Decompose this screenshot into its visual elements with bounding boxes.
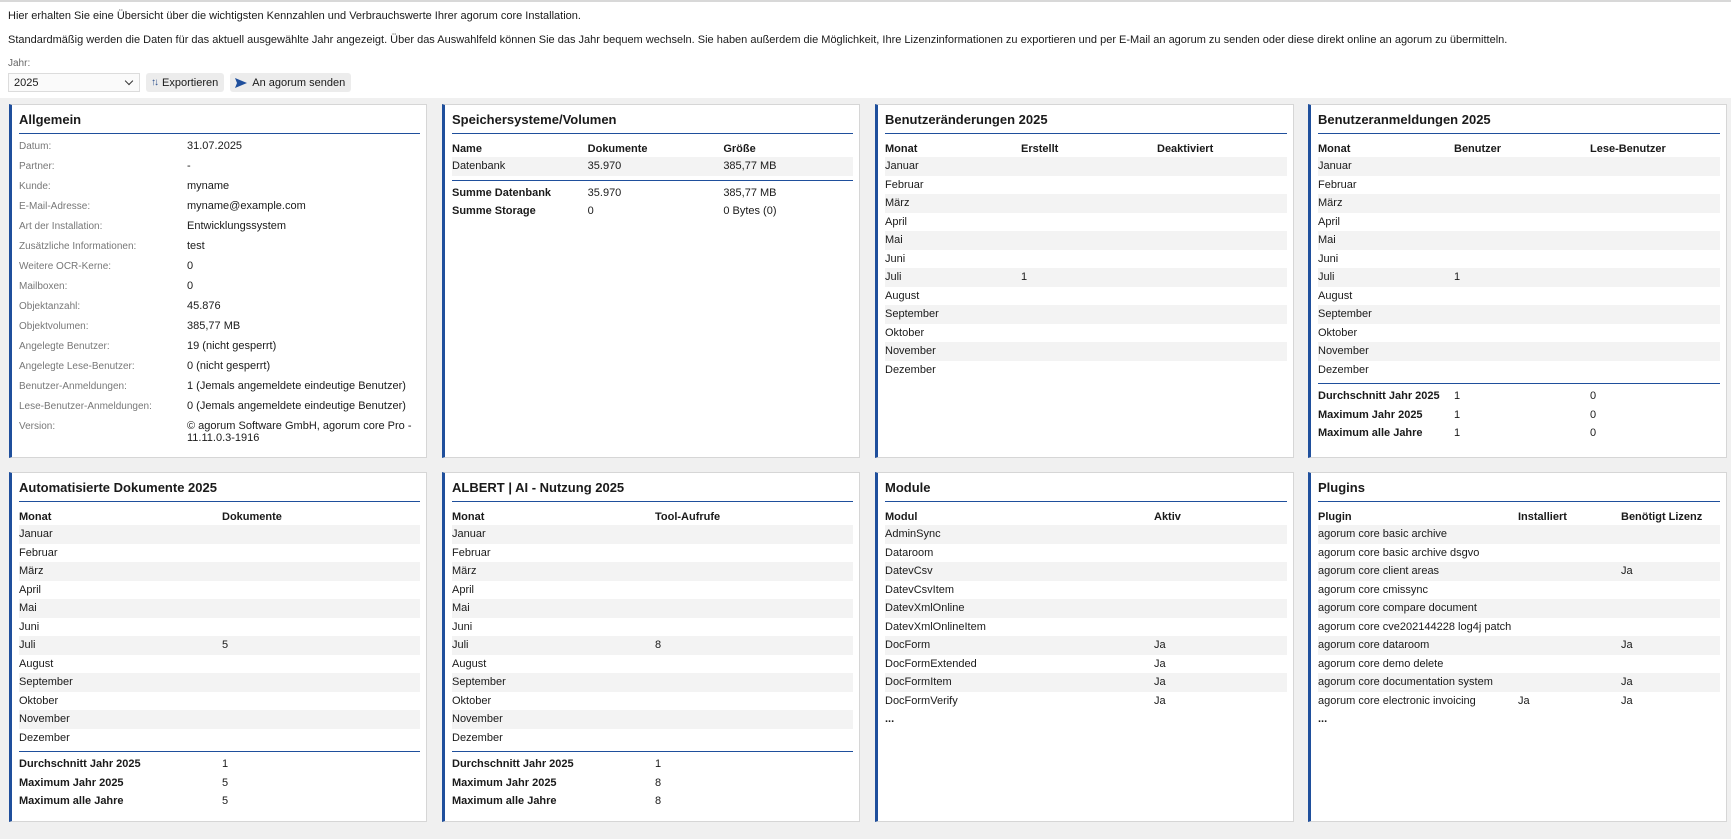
summary-cell: 8 [655, 776, 662, 789]
panel-benutzeraenderungen [875, 104, 1294, 458]
table-row [452, 618, 853, 637]
table-row [19, 655, 420, 674]
table-cell: DatevCsvItem [885, 583, 955, 596]
table-row [885, 692, 1287, 711]
table-header [452, 508, 853, 525]
table-cell: April [19, 583, 42, 596]
panel-title: Module [885, 480, 1287, 502]
sort-arrows-icon: ↑↓ [151, 77, 157, 88]
divider [19, 751, 420, 752]
table-header [1318, 508, 1720, 525]
summary-cell: Maximum alle Jahre [452, 795, 557, 808]
kv-row [19, 320, 420, 340]
table-cell: agorum core basic archive dsgvo [1318, 546, 1480, 559]
table-row [1318, 157, 1720, 176]
table-row [452, 673, 853, 692]
table-cell: April [1318, 215, 1341, 228]
intro-text-1: Hier erhalten Sie eine Übersicht über die wichtigsten Kennzahlen und Verbrauchswerte Ihrer agorum core Installation. [8, 10, 581, 22]
kv-key: Datum: [19, 141, 52, 152]
column-header: Erstellt [1021, 142, 1059, 155]
table-cell: agorum core cmissync [1318, 583, 1429, 596]
table-cell: DatevXmlOnline [885, 602, 965, 615]
kv-row [19, 260, 420, 280]
table-cell: Juli [885, 271, 902, 284]
summary-cell: 0 [1590, 427, 1597, 440]
year-label: Jahr: [8, 58, 31, 69]
table-cell: April [885, 215, 908, 228]
table-cell: Juni [885, 252, 906, 265]
table-cell: DocFormItem [885, 676, 952, 689]
summary-cell: 5 [222, 795, 229, 808]
kv-row [19, 400, 420, 420]
table-cell: agorum core demo delete [1318, 657, 1444, 670]
version-line-2: 11.11.0.3-1916 [187, 432, 260, 444]
table-cell: November [1318, 345, 1369, 358]
summary-cell: Durchschnitt Jahr 2025 [19, 758, 141, 771]
kv-value: 19 (nicht gesperrt) [187, 340, 277, 352]
table-cell: Mai [19, 602, 37, 615]
summary-row [19, 755, 420, 774]
version-line-1: © agorum Software GmbH, agorum core Pro - [187, 420, 412, 432]
column-header: Aktiv [1154, 510, 1181, 523]
summary-cell: 0 [587, 205, 594, 218]
table-row [1318, 176, 1720, 195]
summary-row [1318, 387, 1720, 406]
kv-key: Angelegte Benutzer: [19, 341, 110, 352]
table-cell: Ja [1154, 639, 1166, 652]
table-row [1318, 342, 1720, 361]
column-header: Lese-Benutzer [1590, 142, 1666, 155]
table-cell: April [452, 583, 475, 596]
table-row [885, 636, 1287, 655]
table-cell: Dezember [452, 731, 503, 744]
table-cell: Mai [452, 602, 470, 615]
summary-cell: 1 [1454, 390, 1461, 403]
table-cell: Dezember [19, 731, 70, 744]
table-cell: Oktober [1318, 326, 1358, 339]
table-cell: 1 [1021, 271, 1028, 284]
summary-cell: Summe Storage [452, 205, 536, 218]
column-header: Dokumente [222, 510, 282, 523]
table-cell: agorum core basic archive [1318, 528, 1448, 541]
table-cell: 1 [1454, 271, 1461, 284]
year-select-value: 2025 [14, 76, 39, 89]
table-row [1318, 618, 1720, 637]
kv-value: Entwicklungssystem [187, 220, 287, 232]
table-row [885, 361, 1287, 380]
table-cell: agorum core client areas [1318, 565, 1440, 578]
column-header: Deaktiviert [1157, 142, 1214, 155]
summary-row [1318, 424, 1720, 443]
export-button-label: Exportieren [162, 76, 219, 89]
summary-cell: Maximum Jahr 2025 [1318, 408, 1423, 421]
table-cell: AdminSync [885, 528, 941, 541]
kv-value: 31.07.2025 [187, 140, 243, 152]
table-row [885, 157, 1287, 176]
summary-cell: Summe Datenbank [452, 186, 552, 199]
table-row [19, 673, 420, 692]
send-button-label: An agorum senden [252, 76, 346, 89]
table-header [885, 140, 1287, 157]
table-cell: März [452, 565, 477, 578]
summary-cell: Maximum Jahr 2025 [19, 776, 124, 789]
table-row [19, 636, 420, 655]
table-cell: Mai [1318, 234, 1336, 247]
column-header: Modul [885, 510, 918, 523]
panel-title: Benutzeranmeldungen 2025 [1318, 112, 1720, 134]
table-row [19, 562, 420, 581]
kv-row [19, 360, 420, 380]
table-cell: Ja [1621, 639, 1633, 652]
toolbar [8, 73, 1723, 92]
kv-key: Objektanzahl: [19, 301, 81, 312]
table-row [452, 562, 853, 581]
table-row [452, 599, 853, 618]
kv-row-version [19, 420, 420, 452]
table-cell: Juni [1318, 252, 1339, 265]
summary-cell: 0 [1590, 408, 1597, 421]
summary-cell: Maximum alle Jahre [19, 795, 124, 808]
table-row [885, 194, 1287, 213]
table-row [452, 581, 853, 600]
table-cell: agorum core dataroom [1318, 639, 1430, 652]
kv-key: Zusätzliche Informationen: [19, 241, 137, 252]
table-cell: August [885, 289, 920, 302]
table-row [885, 250, 1287, 269]
summary-row [452, 184, 853, 203]
table-row [885, 544, 1287, 563]
table-cell: DocFormVerify [885, 694, 958, 707]
table-row [452, 525, 853, 544]
panel-module [875, 472, 1294, 822]
summary-row [452, 755, 853, 774]
table-cell: Ja [1518, 694, 1530, 707]
table-cell: März [1318, 197, 1343, 210]
table-header [1318, 140, 1720, 157]
summary-cell: 1 [1454, 427, 1461, 440]
kv-row [19, 220, 420, 240]
table-cell: Ja [1154, 676, 1166, 689]
table-cell: Februar [452, 546, 491, 559]
table-row [885, 525, 1287, 544]
table-cell: Ja [1621, 676, 1633, 689]
column-header: Größe [723, 142, 756, 155]
table-row [1318, 231, 1720, 250]
table-row [1318, 361, 1720, 380]
column-header: Tool-Aufrufe [655, 510, 721, 523]
table-cell: agorum core documentation system [1318, 676, 1493, 689]
kv-value: 0 (Jemals angemeldete eindeutige Benutzer) [187, 400, 406, 412]
send-to-agorum-button[interactable] [230, 73, 351, 92]
send-icon [235, 78, 247, 88]
kv-key: Lese-Benutzer-Anmeldungen: [19, 401, 152, 412]
table-cell: September [1318, 308, 1372, 321]
summary-cell: 35.970 [587, 186, 622, 199]
summary-row [19, 774, 420, 793]
table-row [885, 176, 1287, 195]
kv-key: Partner: [19, 161, 55, 172]
panel-benutzeranmeldungen [1308, 104, 1727, 458]
divider [1318, 383, 1720, 384]
summary-cell: 1 [1454, 408, 1461, 421]
panel-allgemein [9, 104, 427, 458]
table-row [885, 305, 1287, 324]
table-cell: Oktober [452, 694, 492, 707]
table-row [885, 268, 1287, 287]
table-row [19, 544, 420, 563]
export-button[interactable] [146, 73, 224, 92]
table-cell: agorum core cve202144228 log4j patch [1318, 620, 1512, 633]
table-cell: agorum core electronic invoicing [1318, 694, 1476, 707]
table-cell: Februar [885, 178, 924, 191]
table-row [885, 673, 1287, 692]
table-row [885, 213, 1287, 232]
table-cell: Dezember [885, 363, 936, 376]
table-row [19, 581, 420, 600]
table-row [1318, 305, 1720, 324]
panel-plugins [1308, 472, 1727, 822]
table-cell: DatevXmlOnlineItem [885, 620, 986, 633]
table-cell: Oktober [19, 694, 59, 707]
header-area [0, 0, 1731, 98]
kv-value: test [187, 240, 205, 252]
table-cell: Ja [1621, 694, 1633, 707]
table-row [19, 692, 420, 711]
panel-title: Allgemein [19, 112, 420, 134]
panel-title: Plugins [1318, 480, 1720, 502]
table-row [1318, 213, 1720, 232]
table-row [452, 157, 853, 176]
column-header: Monat [452, 510, 485, 523]
intro-text-2: Standardmäßig werden die Daten für das aktuell ausgewählte Jahr angezeigt. Über das Auswahlfeld können Sie das Jahr bequem wechseln. Sie haben außerdem die Möglichkeit, Ihre Lizenzinformationen zu exportieren und per E-Mail an agorum zu senden oder diese direkt online an agorum zu übermitteln. [8, 34, 1508, 46]
panel-title: Benutzeränderungen 2025 [885, 112, 1287, 134]
table-row [452, 636, 853, 655]
summary-row [452, 774, 853, 793]
kv-row [19, 160, 420, 180]
table-cell: DocFormExtended [885, 657, 977, 670]
table-cell: August [19, 657, 54, 670]
table-cell: März [19, 565, 44, 578]
table-cell: Ja [1154, 657, 1166, 670]
table-cell: September [452, 676, 506, 689]
table-row [1318, 599, 1720, 618]
panel-title: Speichersysteme/Volumen [452, 112, 853, 134]
table-row [1318, 692, 1720, 711]
kv-row [19, 240, 420, 260]
kv-key: Kunde: [19, 181, 51, 192]
panel-title: ALBERT | AI - Nutzung 2025 [452, 480, 853, 502]
table-row [19, 618, 420, 637]
table-cell: Januar [1318, 160, 1352, 173]
chevron-down-icon [125, 78, 134, 87]
table-cell: Dezember [1318, 363, 1369, 376]
table-row [1318, 324, 1720, 343]
table-cell: agorum core compare document [1318, 602, 1477, 615]
more-indicator: ... [885, 713, 895, 725]
table-row [885, 581, 1287, 600]
kv-value: - [187, 160, 191, 172]
table-row [19, 710, 420, 729]
table-row [885, 618, 1287, 637]
column-header: Dokumente [587, 142, 648, 155]
summary-cell: 5 [222, 776, 229, 789]
summary-cell: 8 [655, 795, 662, 808]
table-cell: November [19, 713, 70, 726]
kv-value: myname@example.com [187, 200, 306, 212]
table-cell: 35.970 [587, 160, 622, 173]
table-row [452, 729, 853, 748]
column-header: Monat [1318, 142, 1351, 155]
table-cell: März [885, 197, 910, 210]
summary-cell: 1 [655, 758, 662, 771]
kv-key: Mailboxen: [19, 281, 68, 292]
kv-key: Art der Installation: [19, 221, 103, 232]
table-row [19, 599, 420, 618]
summary-row [452, 202, 853, 221]
table-row [1318, 636, 1720, 655]
table-row [19, 729, 420, 748]
summary-cell: 1 [222, 758, 229, 771]
more-indicator: ... [1318, 713, 1328, 725]
summary-cell: Durchschnitt Jahr 2025 [452, 758, 574, 771]
table-row [452, 655, 853, 674]
kv-row [19, 200, 420, 220]
column-header: Monat [885, 142, 918, 155]
table-row [1318, 268, 1720, 287]
column-header: Benötigt Lizenz [1621, 510, 1703, 523]
table-row [885, 599, 1287, 618]
table-cell: Ja [1621, 565, 1633, 578]
kv-row [19, 380, 420, 400]
table-row [452, 692, 853, 711]
table-cell: August [1318, 289, 1353, 302]
column-header: Monat [19, 510, 52, 523]
table-cell: Oktober [885, 326, 925, 339]
table-cell: Februar [1318, 178, 1357, 191]
table-row [885, 287, 1287, 306]
table-cell: DatevCsv [885, 565, 933, 578]
kv-value: 45.876 [187, 300, 221, 312]
kv-row [19, 140, 420, 160]
table-cell: Dataroom [885, 546, 934, 559]
divider [452, 180, 853, 181]
table-cell: Mai [885, 234, 903, 247]
table-row [1318, 581, 1720, 600]
column-header: Installiert [1518, 510, 1567, 523]
divider [452, 751, 853, 752]
panel-albert-ai [442, 472, 860, 822]
table-cell: 385,77 MB [723, 160, 777, 173]
kv-value: 0 (nicht gesperrt) [187, 360, 271, 372]
table-cell: Ja [1154, 694, 1166, 707]
table-row [1318, 525, 1720, 544]
kv-value: 385,77 MB [187, 320, 241, 332]
table-cell: September [19, 676, 73, 689]
kv-value: 0 [187, 260, 194, 272]
table-row [1318, 562, 1720, 581]
table-cell: Januar [885, 160, 919, 173]
column-header: Benutzer [1454, 142, 1502, 155]
table-row [1318, 673, 1720, 692]
table-row [885, 231, 1287, 250]
summary-row [452, 792, 853, 811]
table-row [885, 562, 1287, 581]
table-row [885, 655, 1287, 674]
table-row [1318, 287, 1720, 306]
column-header: Plugin [1318, 510, 1352, 523]
table-cell: Februar [19, 546, 58, 559]
kv-row [19, 340, 420, 360]
table-cell: Juli [452, 639, 469, 652]
table-row [885, 324, 1287, 343]
table-cell: Juli [19, 639, 36, 652]
summary-cell: Durchschnitt Jahr 2025 [1318, 390, 1440, 403]
table-row [885, 342, 1287, 361]
table-cell: Datenbank [452, 160, 506, 173]
kv-row [19, 300, 420, 320]
year-select[interactable] [8, 73, 140, 92]
table-cell: September [885, 308, 939, 321]
table-cell: Januar [19, 528, 53, 541]
table-cell: Juli [1318, 271, 1335, 284]
table-cell: November [885, 345, 936, 358]
kv-key: Objektvolumen: [19, 321, 89, 332]
summary-cell: 385,77 MB [723, 186, 777, 199]
kv-row [19, 180, 420, 200]
table-header [885, 508, 1287, 525]
summary-cell: 0 Bytes (0) [723, 205, 777, 218]
table-cell: August [452, 657, 487, 670]
table-cell: 8 [655, 639, 662, 652]
kv-key: Weitere OCR-Kerne: [19, 261, 112, 272]
panel-speichersysteme [442, 104, 860, 458]
table-header [19, 508, 420, 525]
kv-value: myname [187, 180, 230, 192]
table-cell: Juni [19, 620, 40, 633]
table-row [452, 544, 853, 563]
table-cell: DocForm [885, 639, 931, 652]
table-cell: 5 [222, 639, 229, 652]
table-row [1318, 544, 1720, 563]
summary-cell: 0 [1590, 390, 1597, 403]
table-row [1318, 655, 1720, 674]
kv-key: E-Mail-Adresse: [19, 201, 91, 212]
table-cell: Januar [452, 528, 486, 541]
kv-value: 0 [187, 280, 194, 292]
kv-row [19, 280, 420, 300]
kv-key: Benutzer-Anmeldungen: [19, 381, 127, 392]
kv-value: 1 (Jemals angemeldete eindeutige Benutzer) [187, 380, 406, 392]
table-cell: November [452, 713, 503, 726]
table-row [19, 525, 420, 544]
table-row [452, 710, 853, 729]
table-row [1318, 194, 1720, 213]
panel-automatisierte-dokumente [9, 472, 427, 822]
table-row [1318, 250, 1720, 269]
kv-key: Angelegte Lese-Benutzer: [19, 361, 135, 372]
summary-cell: Maximum alle Jahre [1318, 427, 1423, 440]
panel-title: Automatisierte Dokumente 2025 [19, 480, 420, 502]
kv-key: Version: [19, 421, 56, 432]
table-cell: Juni [452, 620, 473, 633]
summary-row [19, 792, 420, 811]
summary-cell: Maximum Jahr 2025 [452, 776, 557, 789]
summary-row [1318, 406, 1720, 425]
table-header [452, 140, 853, 157]
column-header: Name [452, 142, 482, 155]
